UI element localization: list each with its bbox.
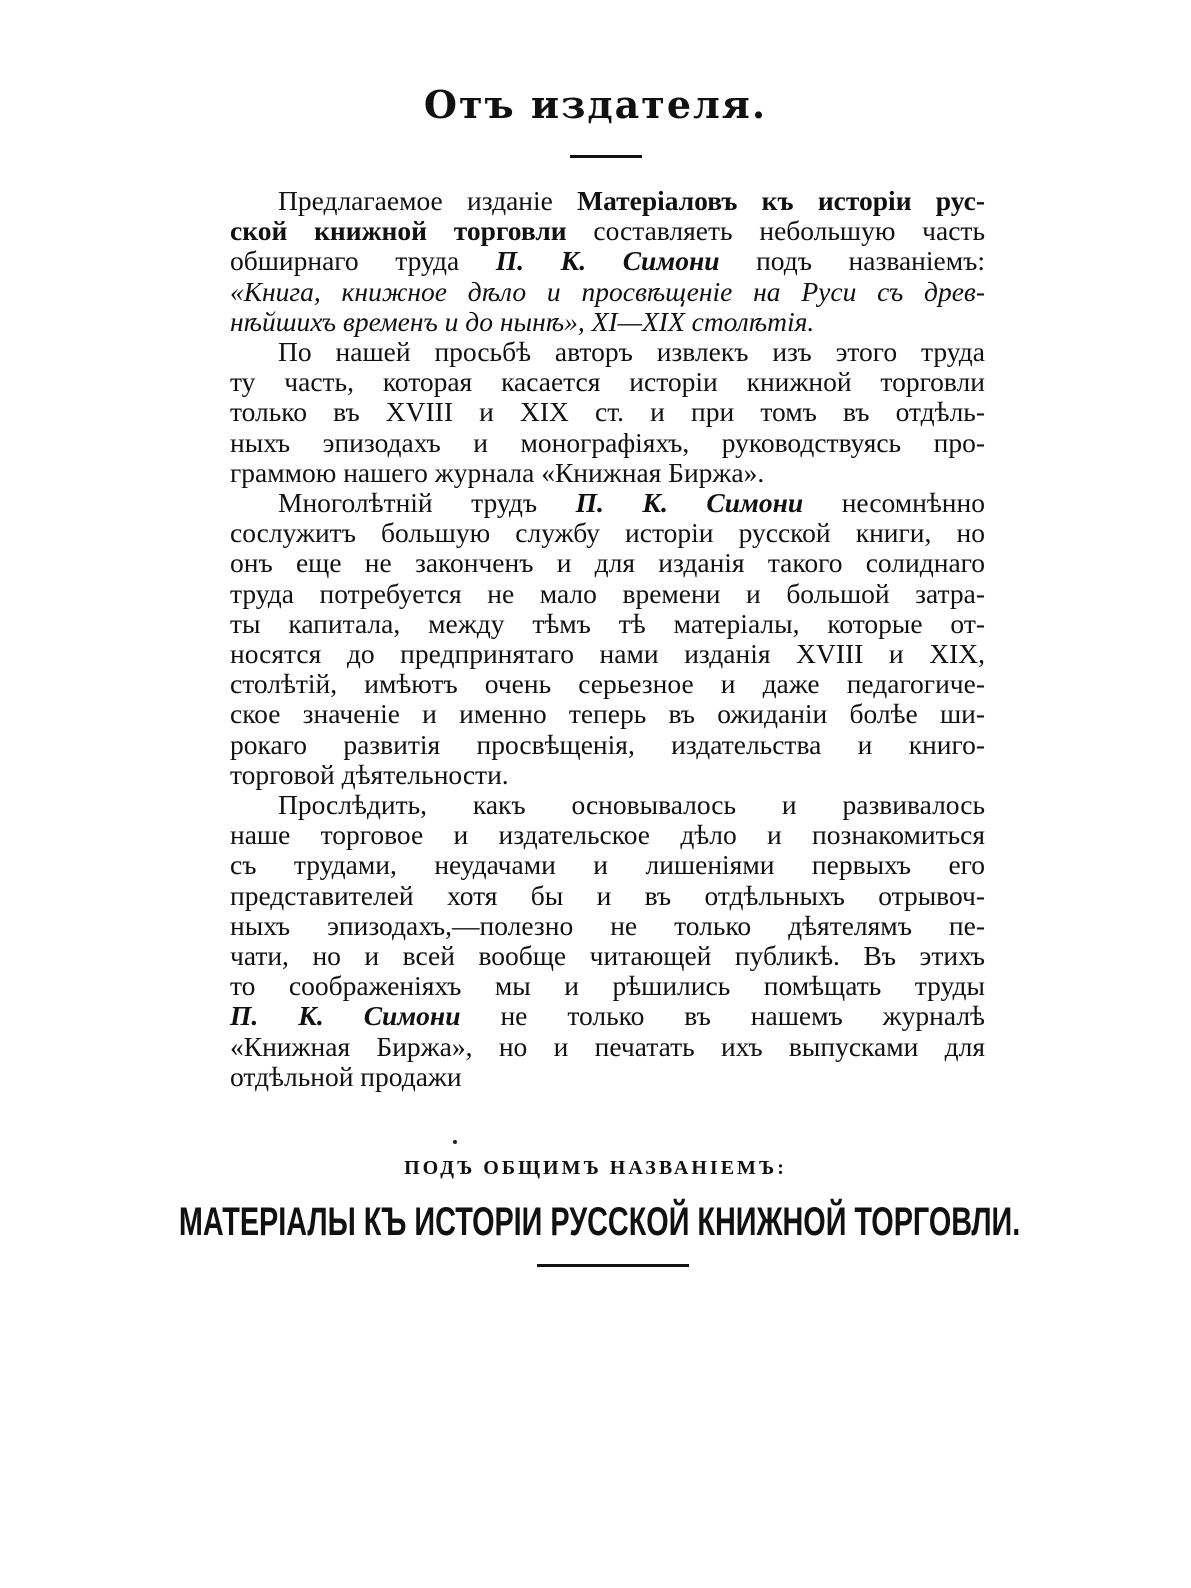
text-line: [230, 579, 985, 609]
text-line: [230, 971, 985, 1001]
text-run: несомнѣнно: [803, 487, 985, 519]
text-line: [230, 277, 985, 307]
title-divider: [570, 155, 642, 158]
text-line: [230, 548, 985, 578]
author-name: П. К. Симони: [230, 1000, 461, 1032]
text-run: столѣтій, имѣютъ очень серьезное и даже педагогиче-: [230, 668, 985, 700]
text-line: [230, 397, 985, 427]
text-run: не только въ нашемъ журналѣ: [460, 1000, 985, 1032]
text-line: [230, 730, 985, 760]
text-line: [230, 216, 985, 246]
text-run: рокаго развитія просвѣщенія, издательства и книго-: [230, 728, 985, 760]
text-run: ныхъ эпизодахъ и монографіяхъ, руководствуясь про-: [230, 426, 985, 458]
text-run: «Книжная Биржа», но и печатать ихъ выпусками для: [230, 1030, 985, 1062]
text-line: [230, 639, 985, 669]
text-run: «Книга, книжное дѣло и просвѣщеніе на Руси съ древ-: [230, 275, 985, 307]
text-line: [230, 911, 985, 941]
text-run: Прослѣдить, какъ основывалось и развивалось: [278, 789, 985, 821]
text-line: [230, 458, 985, 488]
text-run: онъ еще не законченъ и для изданія такого солиднаго: [230, 547, 985, 579]
text-run: ской книжной торговли: [230, 215, 567, 247]
series-subtitle: ПОДЪ ОБЩИМЪ НАЗВАНІЕМЪ:: [404, 1157, 787, 1179]
text-line: [230, 790, 985, 820]
text-run: представителей хотя бы и въ отдѣльныхъ отрывоч-: [230, 879, 985, 911]
paragraph: [230, 186, 985, 337]
text-run: подъ названіемъ:: [719, 245, 985, 277]
text-run: нѣйшихъ временъ и до нынѣ», XI—XIX столѣтія.: [230, 305, 815, 337]
paragraph: [230, 488, 985, 790]
text-run: обширнаго труда: [230, 245, 496, 277]
text-run: труда потребуется не мало времени и большой затра-: [230, 577, 985, 609]
text-line: [230, 669, 985, 699]
text-run: наше торговое и издательское дѣло и познакомиться: [230, 819, 985, 851]
text-line: [230, 820, 985, 850]
text-line: [230, 881, 985, 911]
ink-speck: [453, 1140, 457, 1144]
text-line: [230, 1001, 985, 1031]
text-line: [230, 337, 985, 367]
text-line: [230, 760, 985, 790]
paragraph: [230, 337, 985, 488]
text-line: [230, 428, 985, 458]
text-line: [230, 307, 985, 337]
text-run: то соображеніяхъ мы и рѣшились помѣщать труды: [230, 970, 985, 1002]
text-line: [230, 1032, 985, 1062]
text-line: [230, 941, 985, 971]
text-run: По нашей просьбѣ авторъ извлекъ изъ этого труда: [278, 336, 985, 368]
text-line: [230, 186, 985, 216]
text-run: чати, но и всей вообще читающей публикѣ. Въ этихъ: [230, 940, 985, 972]
text-line: [230, 609, 985, 639]
end-divider: [537, 1264, 689, 1267]
text-run: составляеть небольшую часть: [566, 215, 985, 247]
text-line: [230, 518, 985, 548]
text-run: торговой дѣятельности.: [230, 758, 509, 790]
text-line: [230, 488, 985, 518]
text-run: сослужитъ большую службу исторіи русской книги, но: [230, 517, 985, 549]
text-run: ныхъ эпизодахъ,—полезно не только дѣятелямъ пе-: [230, 909, 985, 941]
body-text: [230, 186, 985, 1092]
page-title: Отъ издателя.: [423, 82, 768, 127]
text-run: Многолѣтній трудъ: [278, 487, 576, 519]
text-line: [230, 1062, 985, 1092]
text-line: [230, 246, 985, 276]
author-name: П. К. Симони: [575, 487, 804, 519]
text-line: [230, 850, 985, 880]
text-run: съ трудами, неудачами и лишеніями первыхъ его: [230, 849, 985, 881]
author-name: П. К. Симони: [495, 245, 720, 277]
text-run: Матеріаловъ къ исторіи рус-: [577, 185, 985, 216]
text-run: носятся до предпринятаго нами изданія XVIII и XIX,: [230, 638, 985, 670]
text-run: Предлагаемое изданіе: [278, 185, 578, 216]
series-title: МАТЕРІАЛЫ КЪ ИСТОРІИ РУССКОЙ КНИЖНОЙ ТОРГОВЛИ.: [178, 1200, 1021, 1244]
text-run: ское значеніе и именно теперь въ ожиданіи болѣе ши-: [230, 698, 985, 730]
text-run: ту часть, которая касается исторіи книжной торговли: [230, 366, 985, 398]
paragraph: [230, 790, 985, 1092]
text-run: граммою нашего журнала «Книжная Биржа».: [230, 456, 765, 488]
text-run: ты капитала, между тѣмъ тѣ матеріалы, которые от-: [230, 607, 985, 639]
text-run: отдѣльной продажи: [230, 1060, 462, 1092]
text-run: только въ XVIII и XIX ст. и при томъ въ отдѣль-: [230, 396, 985, 428]
text-line: [230, 367, 985, 397]
text-line: [230, 699, 985, 729]
